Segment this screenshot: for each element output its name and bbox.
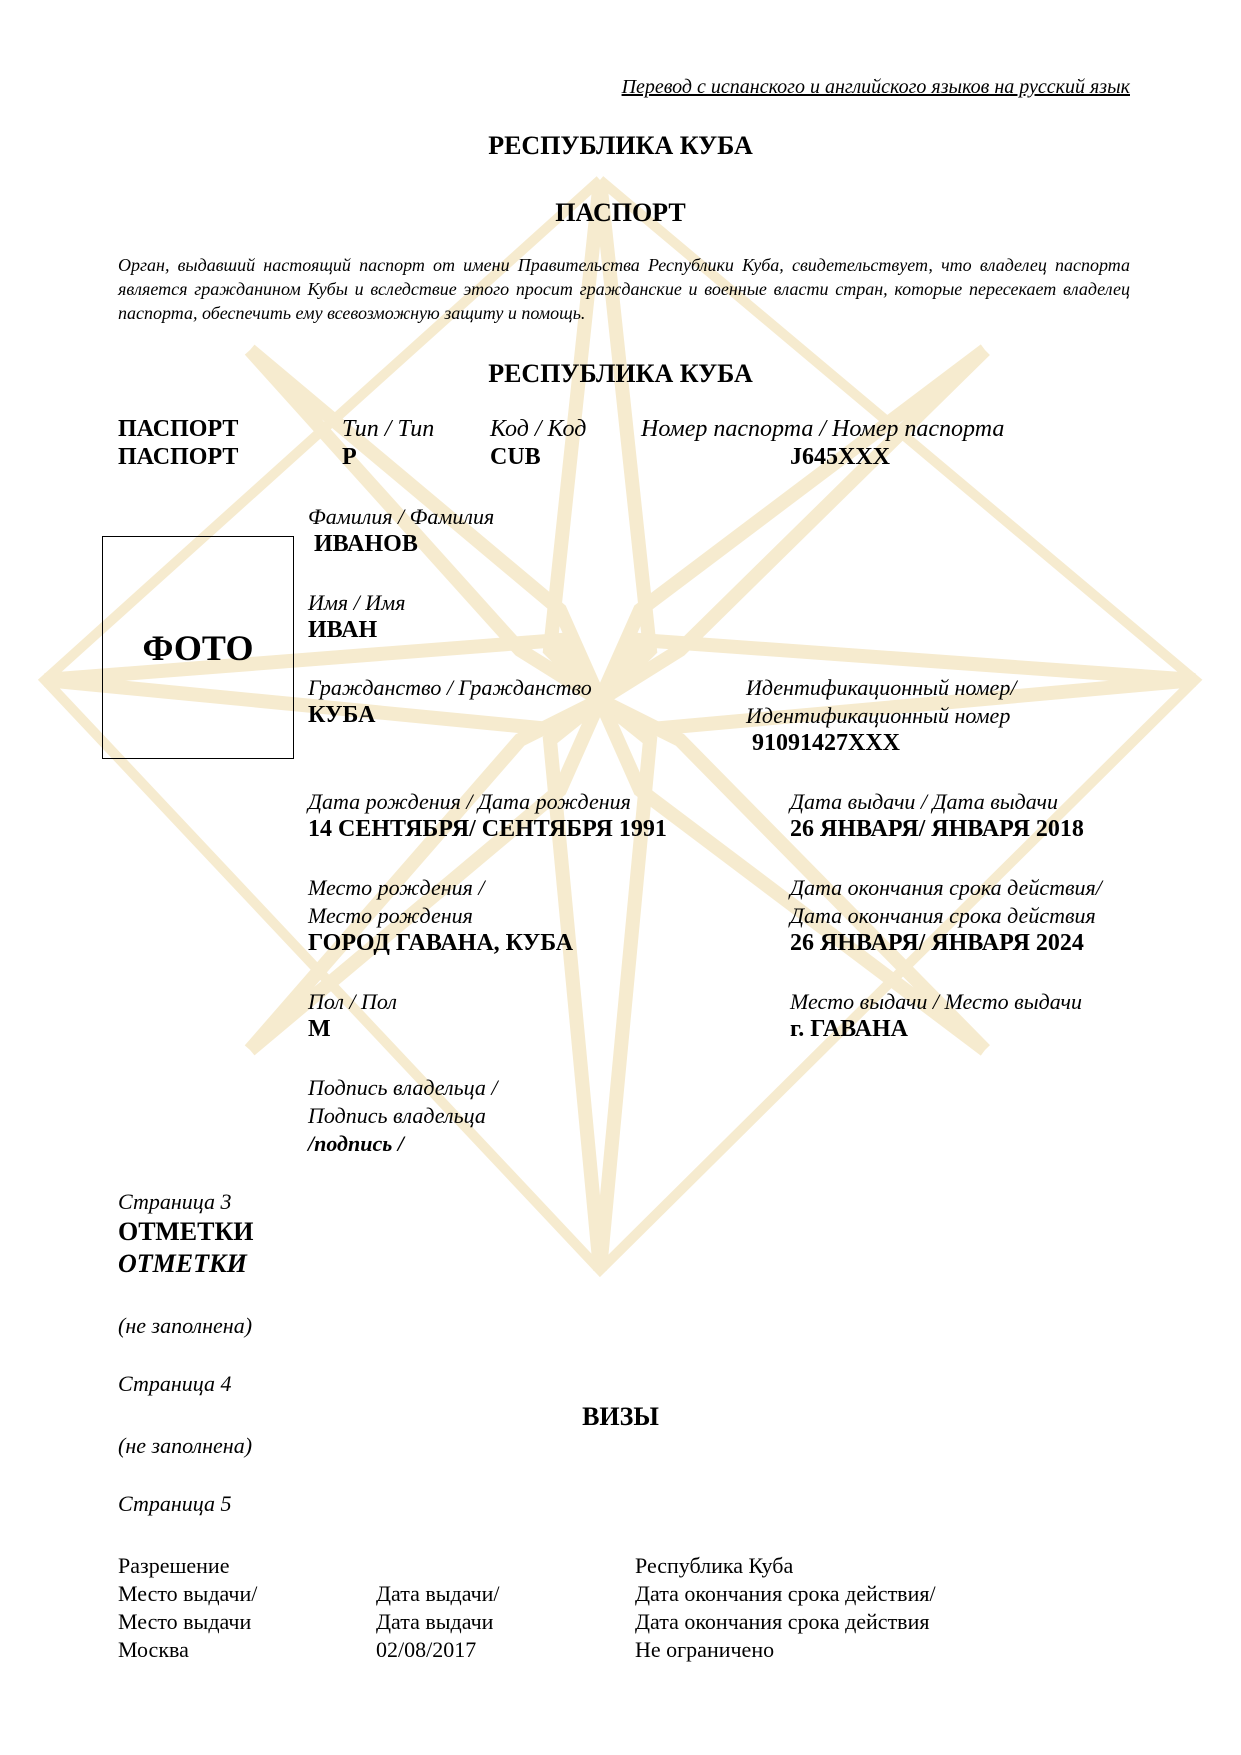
- passport-number-label: Номер паспорта / Номер паспорта: [641, 416, 1005, 442]
- permit-label: Разрешение: [118, 1553, 230, 1578]
- code-label: Код / Код: [490, 416, 587, 442]
- page3-title: ОТМЕТКИ: [118, 1217, 254, 1246]
- visas-title: ВИЗЫ: [582, 1402, 659, 1431]
- page3-title-italic: ОТМЕТКИ: [118, 1249, 247, 1278]
- visa-place-label-1: Место выдачи/: [118, 1581, 258, 1606]
- signature-label-2: Подпись владельца: [308, 1103, 486, 1128]
- birth-date-label: Дата рождения / Дата рождения: [308, 789, 631, 814]
- expiry-label-1: Дата окончания срока действия/: [790, 875, 1102, 900]
- passport-number-value: J645XXX: [790, 444, 890, 470]
- visa-expiry-label-2: Дата окончания срока действия: [635, 1609, 930, 1634]
- birth-place-label-2: Место рождения: [308, 903, 473, 928]
- visa-expiry-value: Не ограничено: [635, 1637, 775, 1662]
- visa-expiry-label-1: Дата окончания срока действия/: [635, 1581, 936, 1606]
- intro-paragraph: Орган, выдавший настоящий паспорт от имени Правительства Республики Куба, свидетельствует, что владелец паспорта является гражданином Кубы и вследствие этого просит гражданские и военные власти стран, которые пересекает владелец паспорта, обеспечить ему всевозможную защиту и помощь.: [118, 255, 1130, 323]
- issue-place-label: Место выдачи / Место выдачи: [790, 989, 1082, 1014]
- citizenship-label: Гражданство / Гражданство: [308, 675, 592, 700]
- type-label: Тип / Тип: [342, 416, 435, 442]
- signature-label-1: Подпись владельца /: [308, 1075, 498, 1100]
- visa-date-value: 02/08/2017: [376, 1637, 477, 1662]
- issue-date-value: 26 ЯНВАРЯ/ ЯНВАРЯ 2018: [790, 816, 1084, 842]
- visa-country: Республика Куба: [635, 1553, 794, 1578]
- passport-label-2: ПАСПОРТ: [118, 444, 239, 470]
- id-number-label-2: Идентификационный номер: [746, 703, 1011, 728]
- surname-value: ИВАНОВ: [314, 531, 418, 557]
- document-title: ПАСПОРТ: [555, 198, 686, 227]
- country-title: РЕСПУБЛИКА КУБА: [488, 131, 753, 160]
- issue-place-value: г. ГАВАНА: [790, 1016, 909, 1042]
- name-label: Имя / Имя: [308, 590, 406, 615]
- page5-label: Страница 5: [118, 1491, 232, 1516]
- visa-place-label-2: Место выдачи: [118, 1609, 252, 1634]
- issue-date-label: Дата выдачи / Дата выдачи: [790, 789, 1058, 814]
- data-page-country-title: РЕСПУБЛИКА КУБА: [488, 359, 753, 388]
- signature-value: /подпись /: [308, 1131, 404, 1156]
- page4-label: Страница 4: [118, 1371, 232, 1396]
- sex-label: Пол / Пол: [308, 989, 397, 1014]
- expiry-value: 26 ЯНВАРЯ/ ЯНВАРЯ 2024: [790, 930, 1084, 956]
- visa-date-label-2: Дата выдачи: [376, 1609, 494, 1634]
- surname-label: Фамилия / Фамилия: [308, 504, 495, 529]
- photo-placeholder: ФОТО: [102, 536, 294, 759]
- birth-place-label-1: Место рождения /: [308, 875, 485, 900]
- name-value: ИВАН: [308, 617, 378, 643]
- code-value: CUB: [490, 444, 541, 470]
- expiry-label-2: Дата окончания срока действия: [790, 903, 1096, 928]
- type-value: P: [342, 444, 357, 470]
- sex-value: M: [308, 1016, 331, 1042]
- citizenship-value: КУБА: [308, 702, 376, 728]
- id-number-label-1: Идентификационный номер/: [746, 675, 1017, 700]
- passport-label-1: ПАСПОРТ: [118, 416, 239, 442]
- birth-date-value: 14 СЕНТЯБРЯ/ СЕНТЯБРЯ 1991: [308, 816, 667, 842]
- id-number-value: 91091427XXX: [752, 730, 900, 756]
- page3-note: (не заполнена): [118, 1313, 253, 1338]
- translation-note: Перевод с испанского и английского языков на русский язык: [621, 76, 1130, 98]
- visa-place-value: Москва: [118, 1637, 189, 1662]
- page4-note: (не заполнена): [118, 1433, 253, 1458]
- page3-label: Страница 3: [118, 1189, 232, 1214]
- visa-date-label-1: Дата выдачи/: [376, 1581, 500, 1606]
- birth-place-value: ГОРОД ГАВАНА, КУБА: [308, 930, 574, 956]
